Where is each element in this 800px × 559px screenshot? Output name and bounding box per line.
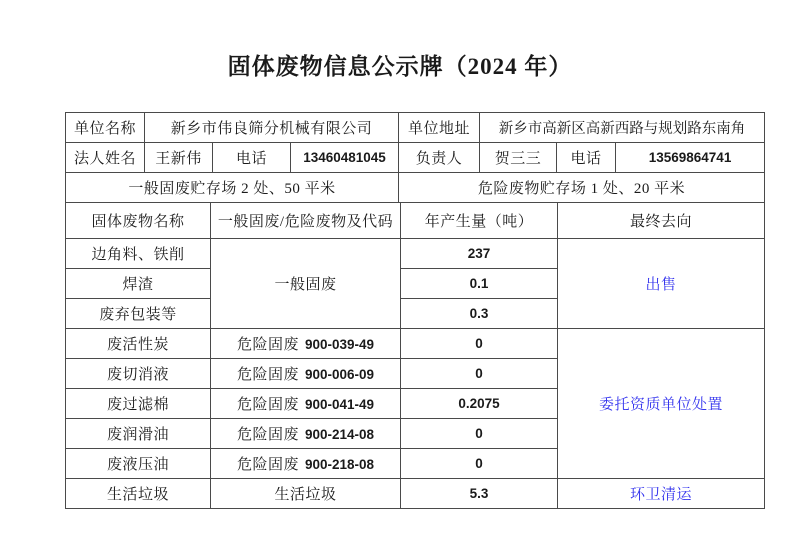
amount-cell: 0 [401,359,558,389]
destination-sale-cell: 出售 [558,239,765,329]
amount-cell: 0.2075 [401,389,558,419]
phone1-value: 13460481045 [291,143,399,173]
header-annual-amount: 年产生量（吨） [401,203,558,239]
waste-code: 900-039-49 [304,337,375,352]
type-code-cell [211,449,401,479]
table-row [66,239,765,269]
type-label: 危险固废 [236,367,299,383]
unit-address-label: 单位地址 [399,113,480,143]
waste-code: 900-041-49 [304,397,375,412]
notice-board-table [65,112,764,509]
header-row [66,203,765,239]
waste-name-cell: 废液压油 [66,449,211,479]
waste-detail-table [65,202,765,509]
manager-value: 贺三三 [480,143,557,173]
general-type-cell: 一般固废 [211,239,401,329]
amount-cell: 0.1 [401,269,558,299]
table-row [66,143,765,173]
waste-name-cell: 废弃包装等 [66,299,211,329]
unit-address-value: 新乡市高新区高新西路与规划路东南角 [480,113,765,143]
domestic-type-cell: 生活垃圾 [211,479,401,509]
type-label: 危险固废 [236,457,299,473]
type-code-cell [211,419,401,449]
amount-cell: 0 [401,449,558,479]
legal-name-label: 法人姓名 [66,143,145,173]
waste-name-cell: 生活垃圾 [66,479,211,509]
legal-name-value: 王新伟 [145,143,213,173]
type-code-cell [211,389,401,419]
waste-name-cell: 废切消液 [66,359,211,389]
header-type-code: 一般固废/危险废物及代码 [211,203,401,239]
table-row [66,113,765,143]
unit-name-value: 新乡市伟良筛分机械有限公司 [145,113,399,143]
waste-name-cell: 废活性炭 [66,329,211,359]
header-destination: 最终去向 [558,203,765,239]
waste-code: 900-006-09 [304,367,375,382]
header-waste-name: 固体废物名称 [66,203,211,239]
page-title: 固体废物信息公示牌（2024 年） [227,54,573,79]
amount-cell: 237 [401,239,558,269]
phone1-label: 电话 [213,143,291,173]
amount-cell: 0 [401,329,558,359]
company-info-table [65,112,765,203]
unit-name-label: 单位名称 [66,113,145,143]
destination-sanitation-cell: 环卫清运 [558,479,765,509]
amount-cell: 0.3 [401,299,558,329]
amount-cell: 5.3 [401,479,558,509]
waste-name-cell: 废过滤棉 [66,389,211,419]
waste-code: 900-218-08 [304,457,375,472]
table-row [66,329,765,359]
waste-name-cell: 废润滑油 [66,419,211,449]
destination-entrust-cell: 委托资质单位处置 [558,329,765,479]
table-row [66,479,765,509]
phone2-label: 电话 [557,143,616,173]
hazardous-storage-cell: 危险废物贮存场 1 处、20 平米 [399,173,765,203]
table-row [66,173,765,203]
amount-cell: 0 [401,419,558,449]
manager-label: 负责人 [399,143,480,173]
type-label: 危险固废 [236,337,299,353]
type-label: 危险固废 [236,427,299,443]
waste-name-cell: 边角料、铁削 [66,239,211,269]
type-label: 危险固废 [236,397,299,413]
type-code-cell [211,329,401,359]
general-storage-cell: 一般固废贮存场 2 处、50 平米 [66,173,399,203]
type-code-cell [211,359,401,389]
waste-name-cell: 焊渣 [66,269,211,299]
phone2-value: 13569864741 [616,143,765,173]
waste-code: 900-214-08 [304,427,375,442]
